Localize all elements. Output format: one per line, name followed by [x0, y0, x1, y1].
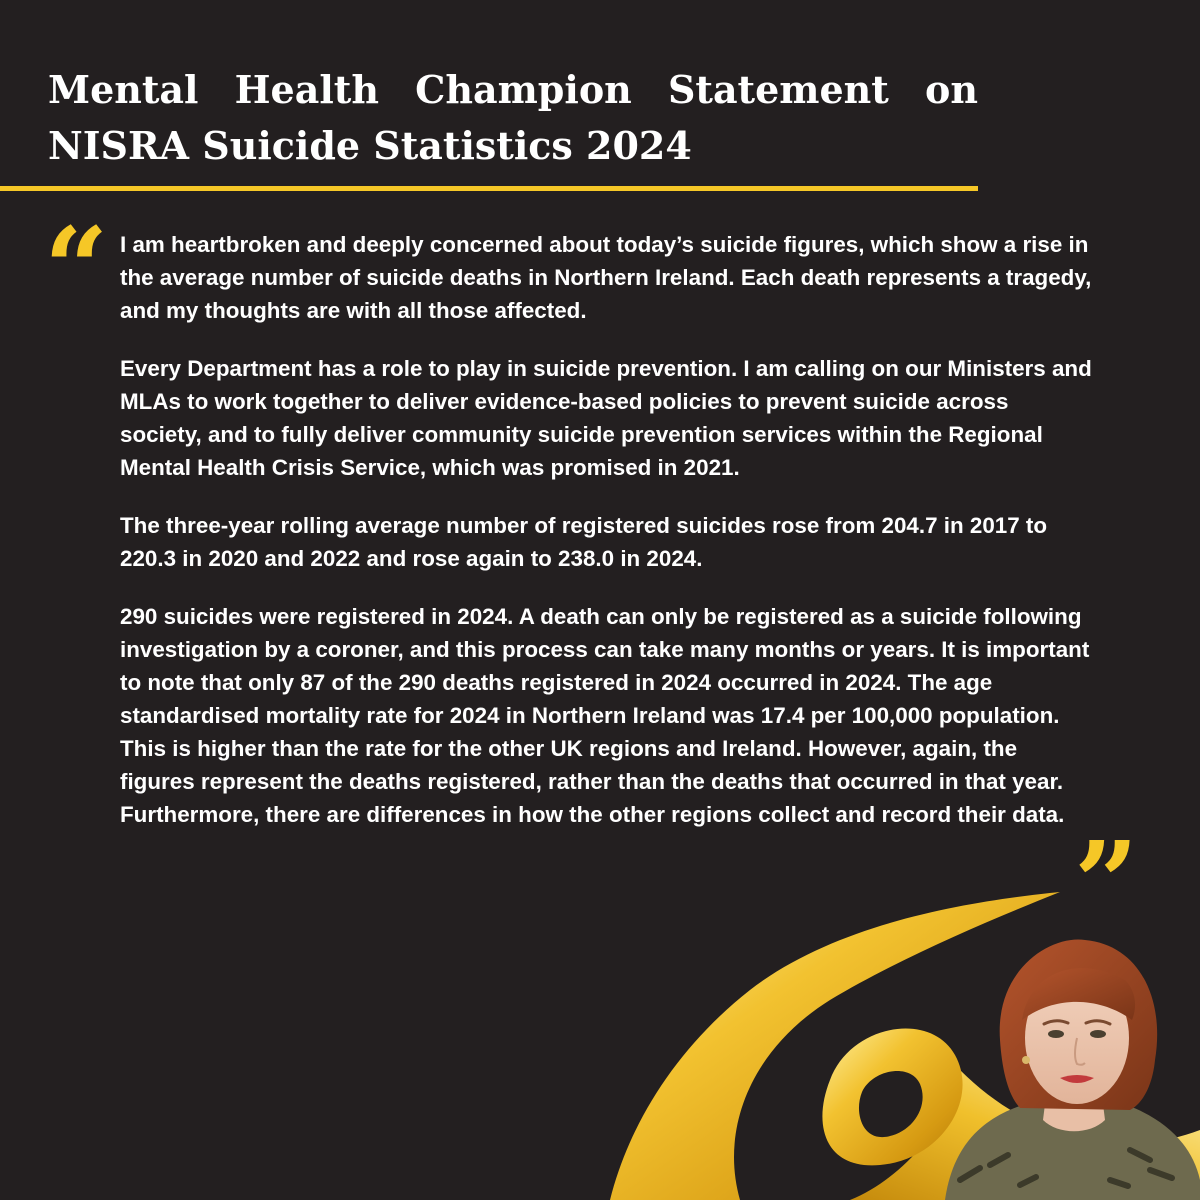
portrait-eye-right: [1090, 1030, 1106, 1038]
statement-paragraph: Every Department has a role to play in suicide prevention. I am calling on our Ministers and MLAs to work together to deliver evidence-based policies to prevent suicide across society, and to fully deliver community suicide prevention services within the Regional Mental Health Crisis Service, which was promised in 2021.: [120, 356, 1092, 480]
title-line-1: Mental Health Champion Statement on: [48, 67, 978, 112]
statement-paragraph: 290 suicides were registered in 2024. A death can only be registered as a suicide following investigation by a coroner, and this process can take many months or years. It is important to note that only 87 of the 290 deaths registered in 2024 occurred in 2024. The age standardised mortality rate for 2024 in Northern Ireland was 17.4 per 100,000 population. This is higher than the rate for the other UK regions and Ireland. However, again, the figures represent the deaths registered, rather than the deaths that occurred in that year. Furthermore, there are differences in how the other regions collect and record their data.: [120, 604, 1090, 827]
statement-body: [120, 228, 1095, 856]
title-line-2: NISRA Suicide Statistics 2024: [48, 123, 692, 168]
close-quote-icon: ”: [1074, 818, 1139, 949]
portrait-earring: [1022, 1056, 1030, 1064]
statement-paragraph: I am heartbroken and deeply concerned about today’s suicide figures, which show a rise in the average number of suicide deaths in Northern Ireland. Each death represents a tragedy, and my thoughts are with all those affected.: [120, 232, 1092, 323]
open-quote-icon: “: [44, 204, 109, 335]
title-underline: [0, 186, 978, 191]
statement-paragraph: The three-year rolling average number of registered suicides rose from 204.7 in 2017 to 220.3 in 2020 and 2022 and rose again to 238.0 in 2024.: [120, 513, 1048, 571]
page-title: [48, 62, 978, 174]
portrait-eye-left: [1048, 1030, 1064, 1038]
champion-portrait: [940, 930, 1200, 1200]
